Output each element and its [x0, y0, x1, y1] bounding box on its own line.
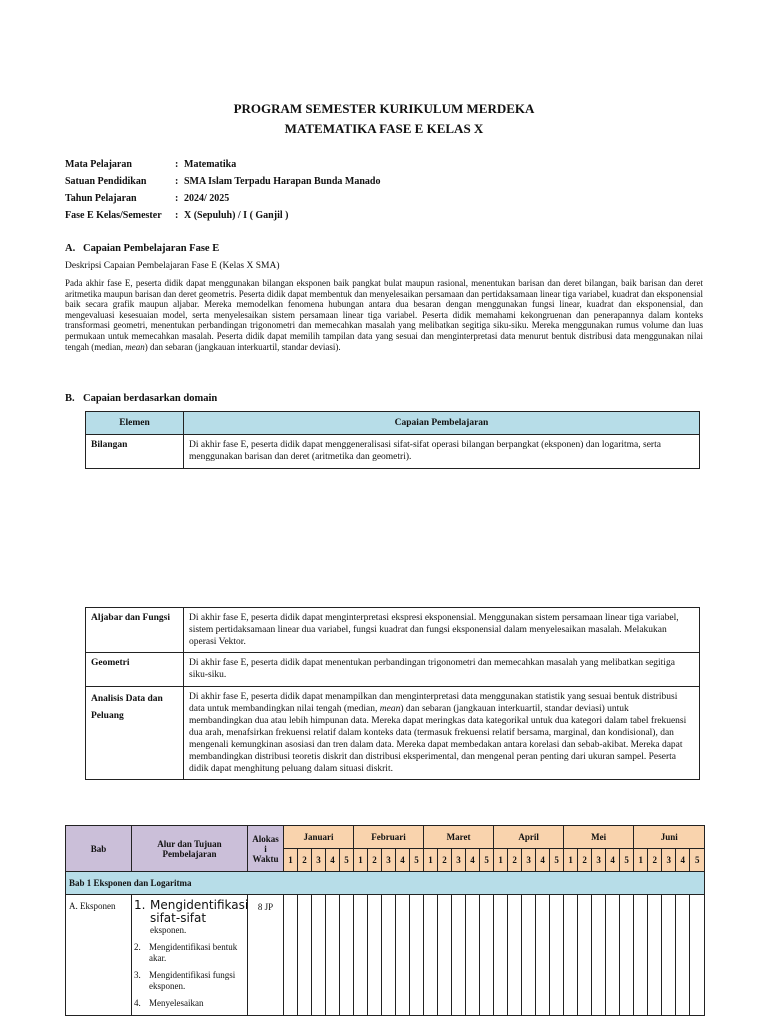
- month-header: April: [494, 826, 564, 849]
- info-label: Tahun Pelajaran: [65, 193, 137, 204]
- schedule-cell: [690, 895, 705, 1016]
- schedule-cell: [676, 895, 690, 1016]
- program-semester-table: [65, 825, 705, 1016]
- week-header: 5: [690, 849, 705, 872]
- week-header: 3: [312, 849, 326, 872]
- week-header: 5: [480, 849, 494, 872]
- bab-title: Bab 1 Eksponen dan Logaritma: [66, 872, 705, 895]
- schedule-cell: [312, 895, 326, 1016]
- domain-table-continued: [85, 607, 700, 780]
- month-header: Mei: [564, 826, 634, 849]
- month-header-row: [66, 826, 705, 849]
- list-item: [134, 998, 245, 1009]
- week-header: 5: [410, 849, 424, 872]
- column-header-elemen: Elemen: [86, 412, 184, 435]
- schedule-cell: [396, 895, 410, 1016]
- column-header-alokasi: [248, 826, 284, 872]
- info-value: X (Sepuluh) / I ( Ganjil ): [184, 210, 289, 221]
- week-header: 2: [368, 849, 382, 872]
- schedule-cell: [438, 895, 452, 1016]
- info-sep: :: [175, 210, 179, 221]
- list-item: [134, 898, 249, 925]
- column-header-alur: Alur dan Tujuan Pembelajaran: [132, 826, 248, 872]
- domain-table: [85, 411, 700, 469]
- week-header: 2: [578, 849, 592, 872]
- list-text: Mengidentifikasi fungsi eksponen.: [149, 970, 236, 991]
- schedule-cell: [550, 895, 564, 1016]
- alur-cell: [132, 895, 248, 1016]
- schedule-cell: [578, 895, 592, 1016]
- list-item: [134, 942, 245, 964]
- elemen-cell: Analisis Data dan Peluang: [86, 687, 184, 780]
- list-text: Menyelesaikan: [149, 998, 204, 1008]
- schedule-cell: [536, 895, 550, 1016]
- month-header: Maret: [424, 826, 494, 849]
- schedule-cell: [564, 895, 578, 1016]
- month-header: Juni: [634, 826, 705, 849]
- month-header: Februari: [354, 826, 424, 849]
- list-number: 3.: [134, 970, 141, 980]
- paragraph-text: ) dan sebaran (jangkauan interkuartil, standar deviasi).: [144, 341, 341, 352]
- section-title: Capaian berdasarkan domain: [83, 393, 218, 404]
- week-header: 5: [620, 849, 634, 872]
- elemen-cell: Bilangan: [86, 435, 184, 469]
- paragraph-italic: mean: [125, 341, 145, 352]
- schedule-cell: [424, 895, 438, 1016]
- schedule-cell: [466, 895, 480, 1016]
- table-row: [86, 653, 700, 687]
- week-header: 3: [382, 849, 396, 872]
- alokasi-line: i: [264, 843, 267, 854]
- section-a-heading: [65, 243, 219, 254]
- section-title: Capaian Pembelajaran Fase E: [83, 243, 220, 254]
- section-number: B.: [65, 393, 75, 404]
- week-header: 1: [424, 849, 438, 872]
- info-sep: :: [175, 193, 179, 204]
- table-header-row: [86, 412, 700, 435]
- week-header: 3: [592, 849, 606, 872]
- schedule-cell: [340, 895, 354, 1016]
- week-header: 1: [634, 849, 648, 872]
- alur-list: [134, 898, 249, 1009]
- info-label: Fase E Kelas/Semester: [65, 210, 162, 221]
- info-row: [65, 159, 236, 170]
- capaian-cell: Di akhir fase E, peserta didik dapat menggeneralisasi sifat-sifat operasi bilangan berpangkat (eksponen) dan logaritma, serta menggunakan barisan dan deret (aritmetika dan geometri).: [184, 435, 700, 469]
- week-header: 3: [522, 849, 536, 872]
- info-value: SMA Islam Terpadu Harapan Bunda Manado: [184, 176, 381, 187]
- alokasi-line: Alokas: [252, 833, 279, 844]
- elemen-cell: Geometri: [86, 653, 184, 687]
- schedule-cell: [508, 895, 522, 1016]
- week-header: 4: [326, 849, 340, 872]
- column-header-capaian: Capaian Pembelajaran: [184, 412, 700, 435]
- week-header: 3: [662, 849, 676, 872]
- week-header: 4: [606, 849, 620, 872]
- week-header: 1: [354, 849, 368, 872]
- list-item: [134, 970, 245, 992]
- alokasi-line: Waktu: [252, 853, 279, 864]
- page-subtitle: MATEMATIKA FASE E KELAS X: [284, 121, 484, 136]
- week-header: 3: [452, 849, 466, 872]
- schedule-cell: [480, 895, 494, 1016]
- schedule-cell: [620, 895, 634, 1016]
- section-b-heading: [65, 393, 217, 404]
- capaian-cell: [184, 687, 700, 780]
- capaian-cell: Di akhir fase E, peserta didik dapat menginterpretasi ekspresi eksponensial. Menggunakan sistem persamaan linear tiga variabel, sistem pertidaksamaan linear dua variabel, fungsi kuadrat dan fungsi eksponensial dalam menyelesaikan masalah. Melakukan operasi Vektor.: [184, 608, 700, 653]
- week-header: 2: [438, 849, 452, 872]
- elemen-cell: Aljabar dan Fungsi: [86, 608, 184, 653]
- schedule-cell: [452, 895, 466, 1016]
- sub-bab-cell: A. Eksponen: [66, 895, 132, 1016]
- week-header: 4: [536, 849, 550, 872]
- schedule-cell: [284, 895, 298, 1016]
- schedule-cell: [354, 895, 368, 1016]
- info-sep: :: [175, 176, 179, 187]
- schedule-cell: [326, 895, 340, 1016]
- section-a-subheading: Deskripsi Capaian Pembelajaran Fase E (Kelas X SMA): [65, 261, 280, 271]
- capaian-italic: mean: [379, 704, 401, 714]
- capaian-text: ) dan sebaran (jangkauan interkuartil, standar deviasi) untuk membandingkan dua atau lebih himpunan data. Mereka dapat meringkas data kategorikal untuk dua kategori dalam tabel frekuensi dua arah, menafsirkan frekuensi relatif dalam konteks data (termasuk frekuensi relatif bersama, marginal, dan kondisional), dan mengenali kemungkinan asosiasi dan tren dalam data. Mereka dapat membedakan antara korelasi dan sebab-akibat. Mereka dapat membandingkan distribusi teoretis diskrit dan distribusi eksperimental, dan mengenal peran penting dari ukuran sampel. Peserta didik dapat menghitung peluang dalam situasi diskrit.: [189, 704, 687, 774]
- info-label: Mata Pelajaran: [65, 159, 132, 170]
- schedule-cell: [410, 895, 424, 1016]
- info-value: Matematika: [184, 159, 237, 170]
- list-text: Mengidentifikasi bentuk akar.: [149, 942, 238, 963]
- week-header: 5: [340, 849, 354, 872]
- schedule-cell: [634, 895, 648, 1016]
- week-header: 1: [494, 849, 508, 872]
- week-header: 1: [564, 849, 578, 872]
- capaian-cell: Di akhir fase E, peserta didik dapat menentukan perbandingan trigonometri dan memecahkan masalah yang melibatkan segitiga siku-siku.: [184, 653, 700, 687]
- info-sep: :: [175, 159, 179, 170]
- schedule-cell: [298, 895, 312, 1016]
- week-header: 4: [466, 849, 480, 872]
- schedule-cell: [522, 895, 536, 1016]
- info-value: 2024/ 2025: [184, 193, 230, 204]
- paragraph-text: Pada akhir fase E, peserta didik dapat menggunakan bilangan eksponen baik pangkat bulat maupun rasional, menentukan barisan dan deret bilangan, baik barisan dan deret aritmetika maupun barisan dan deret geometris. Peserta didik dapat membentuk dan menyelesaikan persamaan dan pertidaksamaan linear tiga variabel, kuadrat dan eksponensial baik secara grafik maupun aljabar. Mereka memodelkan fenomena hubungan antara dua besaran dengan menggunakan fungsi linear, kuadrat dan eksponensial, dan mengevaluasi kesesuaian model, serta menyelesaikan sistem persamaan linear tiga variabel. Peserta didik memahami kekongruenan dan penerapannya dalam konteks transformasi geometri, menentukan perbandingan trigonometri dan memecahkan masalah yang melibatkan segitiga siku-siku. Mereka menggunakan rumus volume dan luas permukaan untuk memecahkan masalah. Peserta didik dapat memilih tampilan data yang sesuai dan menginterpretasi data menurut bentuk distribusi data menggunakan nilai tengah (median,: [65, 278, 703, 352]
- schedule-cell: [368, 895, 382, 1016]
- bab-row: [66, 872, 705, 895]
- list-text: Mengidentifikasi sifat-sifat: [150, 898, 249, 925]
- schedule-cell: [494, 895, 508, 1016]
- week-header: 4: [676, 849, 690, 872]
- table-row: [86, 435, 700, 469]
- week-header: 2: [298, 849, 312, 872]
- week-header: 5: [550, 849, 564, 872]
- info-row: [65, 176, 380, 187]
- table-row: [86, 608, 700, 653]
- schedule-cell: [592, 895, 606, 1016]
- alokasi-cell: 8 JP: [248, 895, 284, 1016]
- month-header: Januari: [284, 826, 354, 849]
- schedule-cell: [382, 895, 396, 1016]
- info-row: [65, 210, 288, 221]
- schedule-cell: [648, 895, 662, 1016]
- table-row: [66, 895, 705, 1016]
- week-header: 1: [284, 849, 298, 872]
- week-header: 2: [508, 849, 522, 872]
- info-label: Satuan Pendidikan: [65, 176, 147, 187]
- section-number: A.: [65, 243, 76, 254]
- info-row: [65, 193, 229, 204]
- week-header: 4: [396, 849, 410, 872]
- list-number: 2.: [134, 942, 141, 952]
- list-number: 4.: [134, 998, 141, 1008]
- schedule-cell: [662, 895, 676, 1016]
- section-a-paragraph: [65, 278, 703, 352]
- week-header: 2: [648, 849, 662, 872]
- page-title: PROGRAM SEMESTER KURIKULUM MERDEKA: [233, 101, 535, 116]
- column-header-bab: Bab: [66, 826, 132, 872]
- list-number: 1.: [134, 898, 146, 912]
- capaian-text: Di akhir fase E, peserta didik dapat menampilkan dan menginterpretasi data menggunakan statistik yang sesuai bentuk distribusi data untuk membandingkan nilai tengah (median,: [189, 692, 678, 714]
- list-item-continuation: eksponen.: [150, 925, 187, 935]
- schedule-cell: [606, 895, 620, 1016]
- table-row: [86, 687, 700, 780]
